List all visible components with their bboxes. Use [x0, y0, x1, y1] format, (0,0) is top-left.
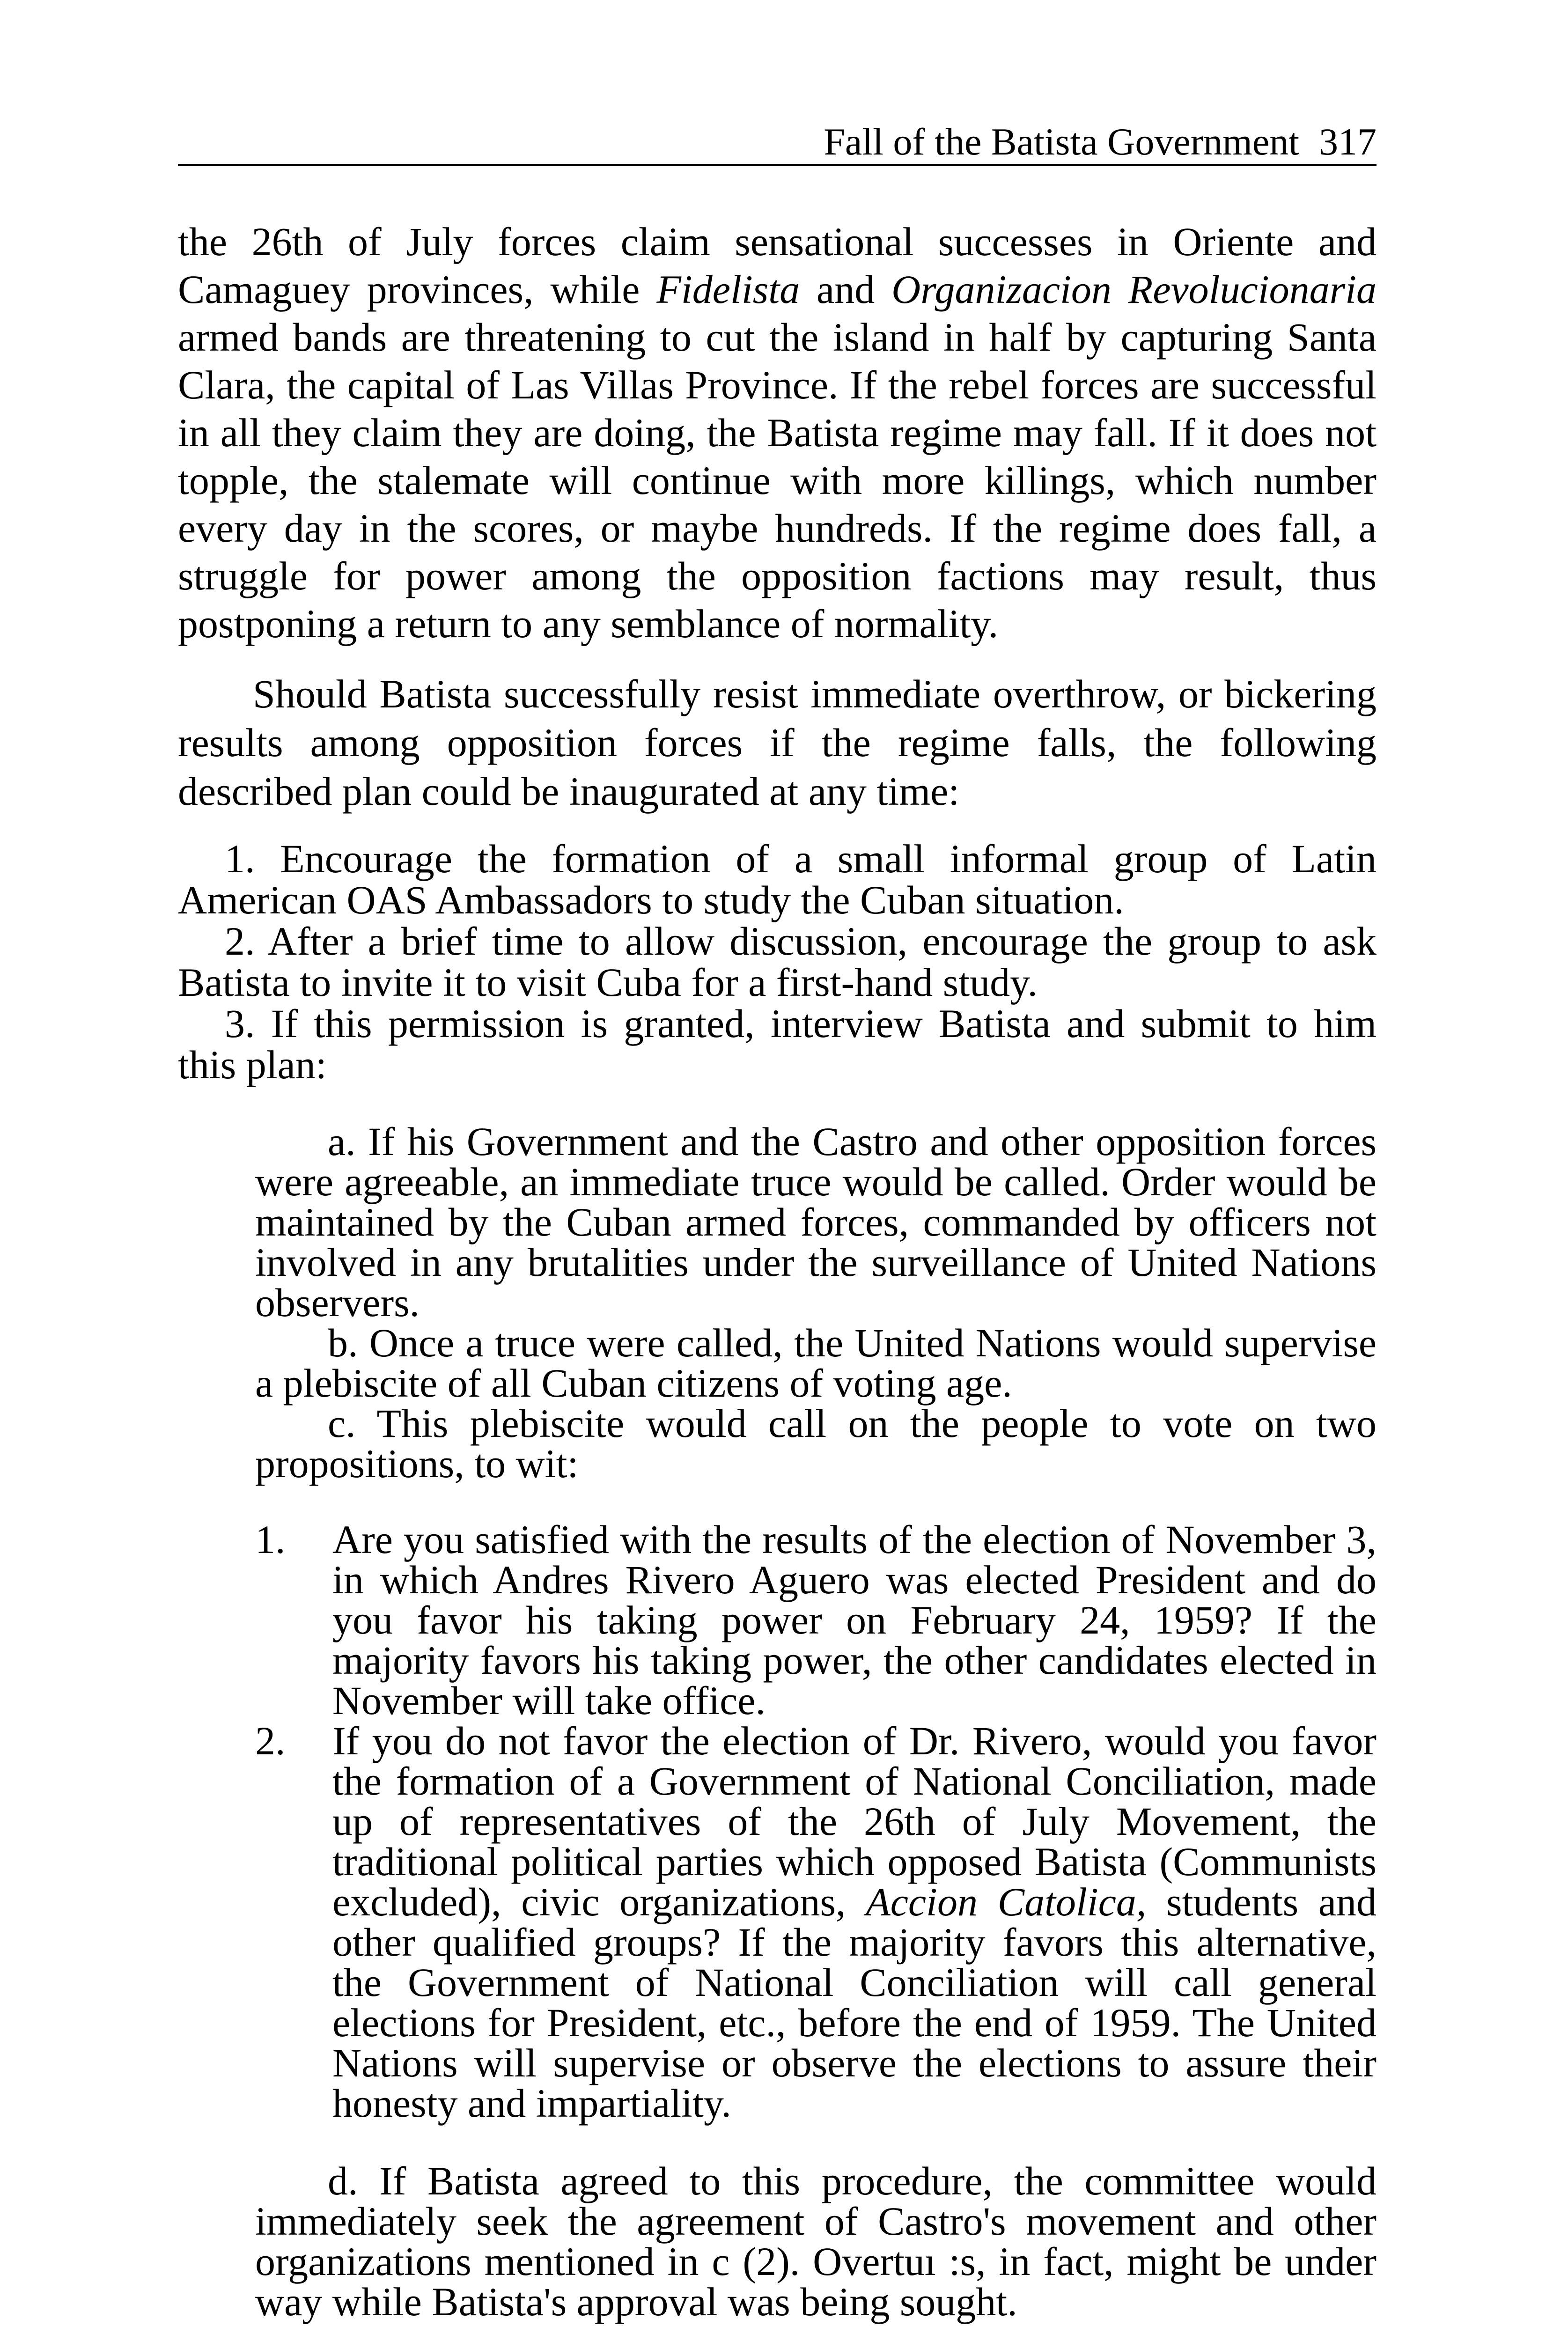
page-number: 317	[1319, 120, 1377, 163]
plan-substep-c: c. This plebiscite would call on the people to vote on two propositions, to wit:	[255, 1401, 1377, 1486]
running-header	[178, 119, 1377, 166]
para1-italic-fidelista: Fidelista	[656, 267, 800, 312]
proposition-2-text-1: If you do not favor the election of Dr. Rivero, would you favor the formation of a Government of National Conciliation, made up of representatives of the 26th of July Movement, the traditional political parties which opposed Batista (Communists excluded), civic organizations,	[332, 1718, 1377, 1924]
body-paragraph-1	[178, 218, 1377, 648]
proposition-2	[255, 1718, 1377, 2126]
para2-text: Should Batista successfully resist immediate overthrow, or bickering results among opposition forces if the regime falls, the following described plan could be inaugurated at any time:	[178, 671, 1377, 814]
para1-text-1: the 26th of July forces claim sensational successes in Oriente and Camaguey provinces, while	[178, 219, 1377, 312]
proposition-1-number: 1.	[255, 1517, 286, 1562]
plan-steps-list	[178, 838, 1377, 1085]
proposition-1-text: Are you satisfied with the results of the election of November 3, in which Andres Rivero Aguero was elected President and do you favor his taking power on February 24, 1959? If the majority favors his taking power, the other candidates elected in November will take office.	[332, 1517, 1377, 1723]
para1-text-3: armed bands are threatening to cut the island in half by capturing Santa Clara, the capital of Las Villas Province. If the rebel forces are successful in all they claim they are doing, the Batista regime may fall. If it does not topple, the stalemate will continue with more killings, which number every day in the scores, or maybe hundreds. If the regime does fall, a struggle for power among the opposition factions may result, thus postponing a return to any semblance of normality.	[178, 315, 1377, 646]
para1-text-2: and	[800, 267, 892, 312]
plan-substep-b: b. Once a truce were called, the United Nations would supervise a plebiscite of all Cuban citizens of voting age.	[255, 1320, 1377, 1406]
body-paragraph-2	[178, 670, 1377, 816]
proposition-1	[255, 1519, 1377, 1721]
proposition-2-italic-accion-catolica: Accion Catolica,	[866, 1879, 1147, 1924]
plan-substep-a: a. If his Government and the Castro and other opposition forces were agreeable, an immediate truce would be called. Order would be maintained by the Cuban armed forces, commanded by officers not involved in any brutalities under the surveillance of United Nations observers.	[255, 1119, 1377, 1325]
plan-substep-d-block	[255, 2158, 1377, 2324]
plebiscite-propositions	[255, 1517, 1377, 2126]
plan-step-1: 1. Encourage the formation of a small informal group of Latin American OAS Ambassadors to study the Cuban situation.	[178, 836, 1377, 922]
proposition-2-text-2: students and other qualified groups? If the majority favors this alternative, the Government of National Conciliation will call general elections for President, etc., before the end of 1959. The United Nations will supervise or observe the elections to assure their honesty and impartiality.	[332, 1879, 1377, 2126]
proposition-2-number: 2.	[255, 1718, 286, 1763]
plan-step-2: 2. After a brief time to allow discussion, encourage the group to ask Batista to invite it to visit Cuba for a first-hand study.	[178, 919, 1377, 1005]
para1-italic-organizacion: Organizacion Revolucionaria	[891, 267, 1377, 312]
plan-substeps-list	[255, 1121, 1377, 1484]
plan-substep-d: d. If Batista agreed to this procedure, the committee would immediately seek the agreement of Castro'ѕ movement and other organizations mentioned in c (2). Overtuı :s, in fact, might be under way while Batista's approval was being sought.	[255, 2158, 1377, 2324]
running-title: Fall of the Batista Government	[824, 120, 1299, 163]
plan-step-3: 3. If this permission is granted, interview Batista and submit to him this plan:	[178, 1001, 1377, 1087]
